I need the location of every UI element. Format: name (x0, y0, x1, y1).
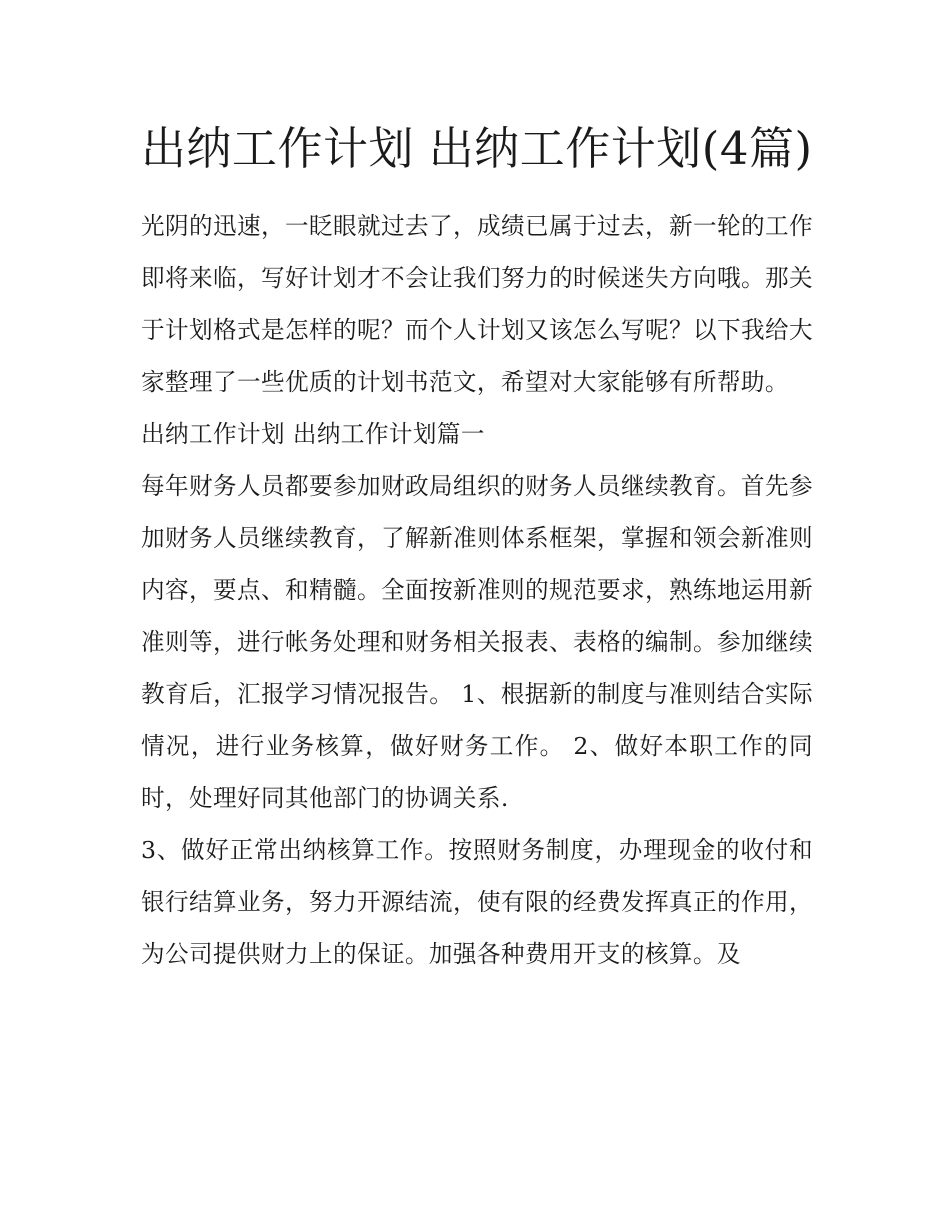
document-title: 出纳工作计划 出纳工作计划(4篇) (141, 122, 813, 175)
body-paragraph-1: 每年财务人员都要参加财政局组织的财务人员继续教育。首先参加财务人员继续教育，了解新准则体系框架，掌握和领会新准则内容，要点、和精髓。全面按新准则的规范要求，熟练地运用新准则等，进行帐务处理和财务相关报表、表格的编制。参加继续教育后，汇报学习情况报告。 1、根据新的制度与准则结合实际情况，进行业务核算，做好财务工作。 2、做好本职工作的同时，处理好同其他部门的协调关系. (141, 472, 813, 812)
section-heading: 出纳工作计划 出纳工作计划篇一 (141, 420, 485, 448)
document-body (141, 112, 813, 980)
intro-paragraph: 光阴的迅速，一眨眼就过去了，成绩已属于过去，新一轮的工作即将来临，写好计划才不会让我们努力的时候迷失方向哦。那关于计划格式是怎样的呢？而个人计划又该怎么写呢？以下我给大家整理了一些优质的计划书范文，希望对大家能够有所帮助。 (141, 212, 813, 396)
body-paragraph-2: 3、做好正常出纳核算工作。按照财务制度，办理现金的收付和银行结算业务，努力开源结流，使有限的经费发挥真正的作用，为公司提供财力上的保证。加强各种费用开支的核算。及 (141, 836, 813, 968)
